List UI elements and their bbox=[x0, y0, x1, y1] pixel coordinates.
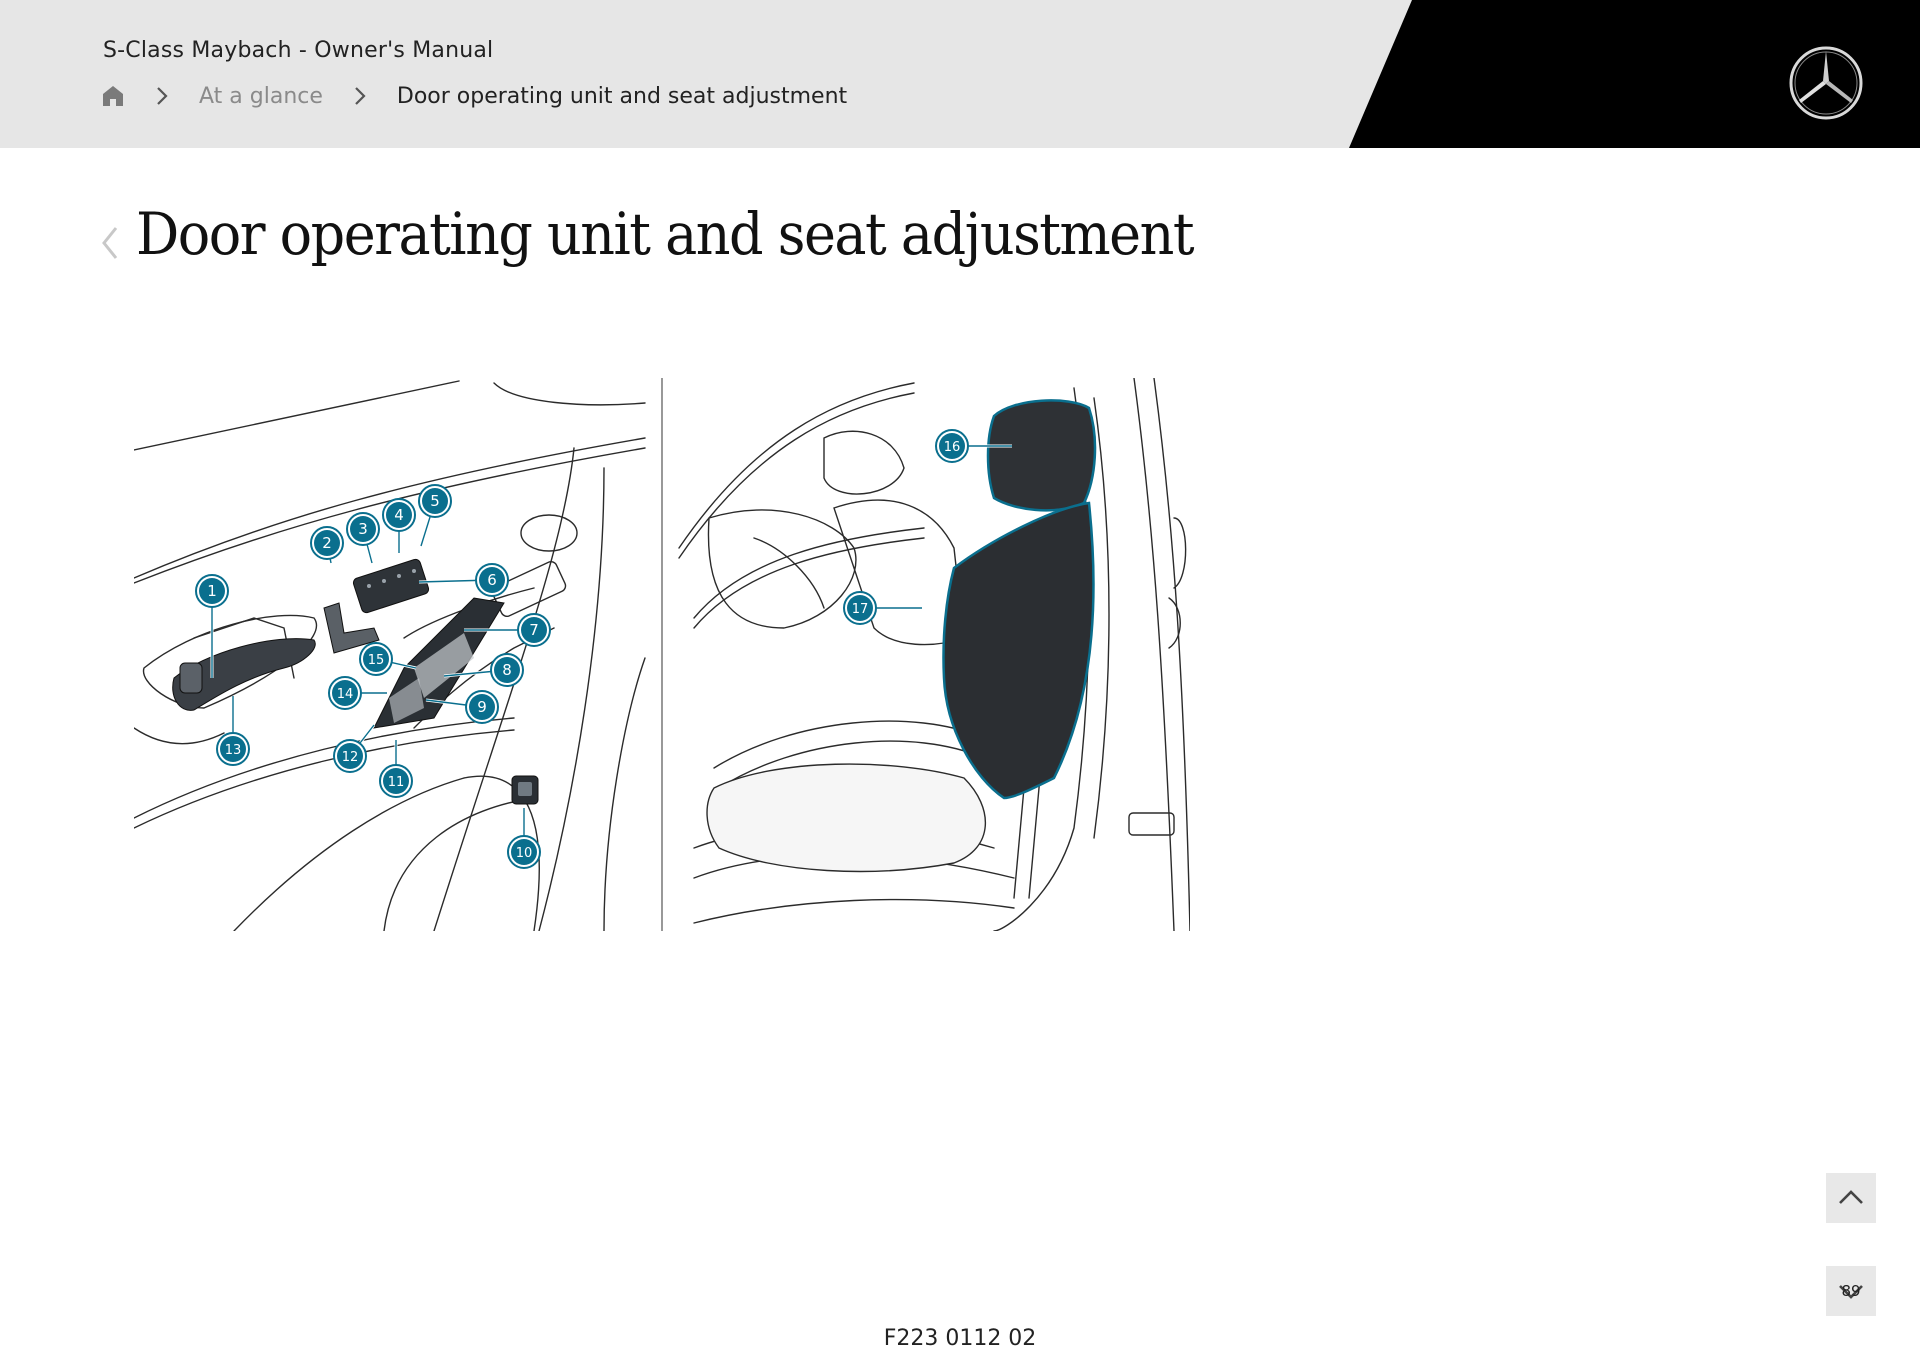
callout-label: 7 bbox=[529, 621, 539, 639]
callout-4 bbox=[383, 499, 415, 553]
callout-label: 14 bbox=[336, 687, 354, 702]
callout-label: 6 bbox=[487, 571, 497, 589]
mercedes-star-logo[interactable] bbox=[1788, 45, 1864, 121]
page-number: 89 bbox=[1841, 1282, 1861, 1300]
callout-17 bbox=[844, 592, 922, 624]
back-chevron-icon[interactable] bbox=[100, 224, 120, 262]
callout-label: 9 bbox=[477, 698, 487, 716]
callout-label: 15 bbox=[367, 653, 385, 668]
header-bar bbox=[0, 0, 1920, 148]
callout-10 bbox=[508, 808, 540, 868]
figure-code: F223 0112 02 bbox=[883, 1326, 1037, 1351]
callout-5 bbox=[419, 485, 451, 546]
callout-label: 1 bbox=[207, 582, 217, 600]
chevron-right-icon bbox=[353, 85, 367, 107]
door-and-seat-illustration bbox=[134, 378, 1190, 931]
illustration-figure bbox=[134, 378, 1190, 931]
chevron-right-icon bbox=[155, 85, 169, 107]
callout-label: 4 bbox=[394, 506, 404, 524]
callout-6 bbox=[419, 564, 508, 596]
callout-label: 13 bbox=[224, 743, 242, 758]
scroll-down-button[interactable] bbox=[1826, 1266, 1876, 1316]
brand-panel bbox=[0, 0, 1920, 148]
callout-label: 10 bbox=[515, 846, 533, 861]
callout-label: 12 bbox=[341, 750, 359, 765]
callout-label: 3 bbox=[358, 520, 368, 538]
callout-label: 16 bbox=[943, 440, 961, 455]
breadcrumb-link-at-a-glance[interactable]: At a glance bbox=[199, 83, 323, 109]
callout-label: 17 bbox=[851, 602, 869, 617]
callout-label: 2 bbox=[322, 534, 332, 552]
document-title: S-Class Maybach - Owner's Manual bbox=[103, 38, 494, 63]
breadcrumb bbox=[101, 80, 847, 112]
breadcrumb-current: Door operating unit and seat adjustment bbox=[396, 83, 848, 109]
callout-2 bbox=[311, 527, 343, 563]
callout-label: 11 bbox=[387, 775, 405, 790]
callout-3 bbox=[347, 513, 379, 563]
page-title: Door operating unit and seat adjustment bbox=[136, 200, 1194, 268]
callout-14 bbox=[329, 677, 387, 709]
scroll-to-top-button[interactable] bbox=[1826, 1173, 1876, 1223]
chevron-up-icon bbox=[1826, 1173, 1876, 1223]
callout-label: 5 bbox=[430, 492, 440, 510]
callout-11 bbox=[380, 740, 412, 797]
callout-12 bbox=[334, 725, 374, 772]
callout-13 bbox=[217, 696, 249, 765]
callout-label: 8 bbox=[502, 661, 512, 679]
home-icon[interactable] bbox=[101, 84, 125, 108]
